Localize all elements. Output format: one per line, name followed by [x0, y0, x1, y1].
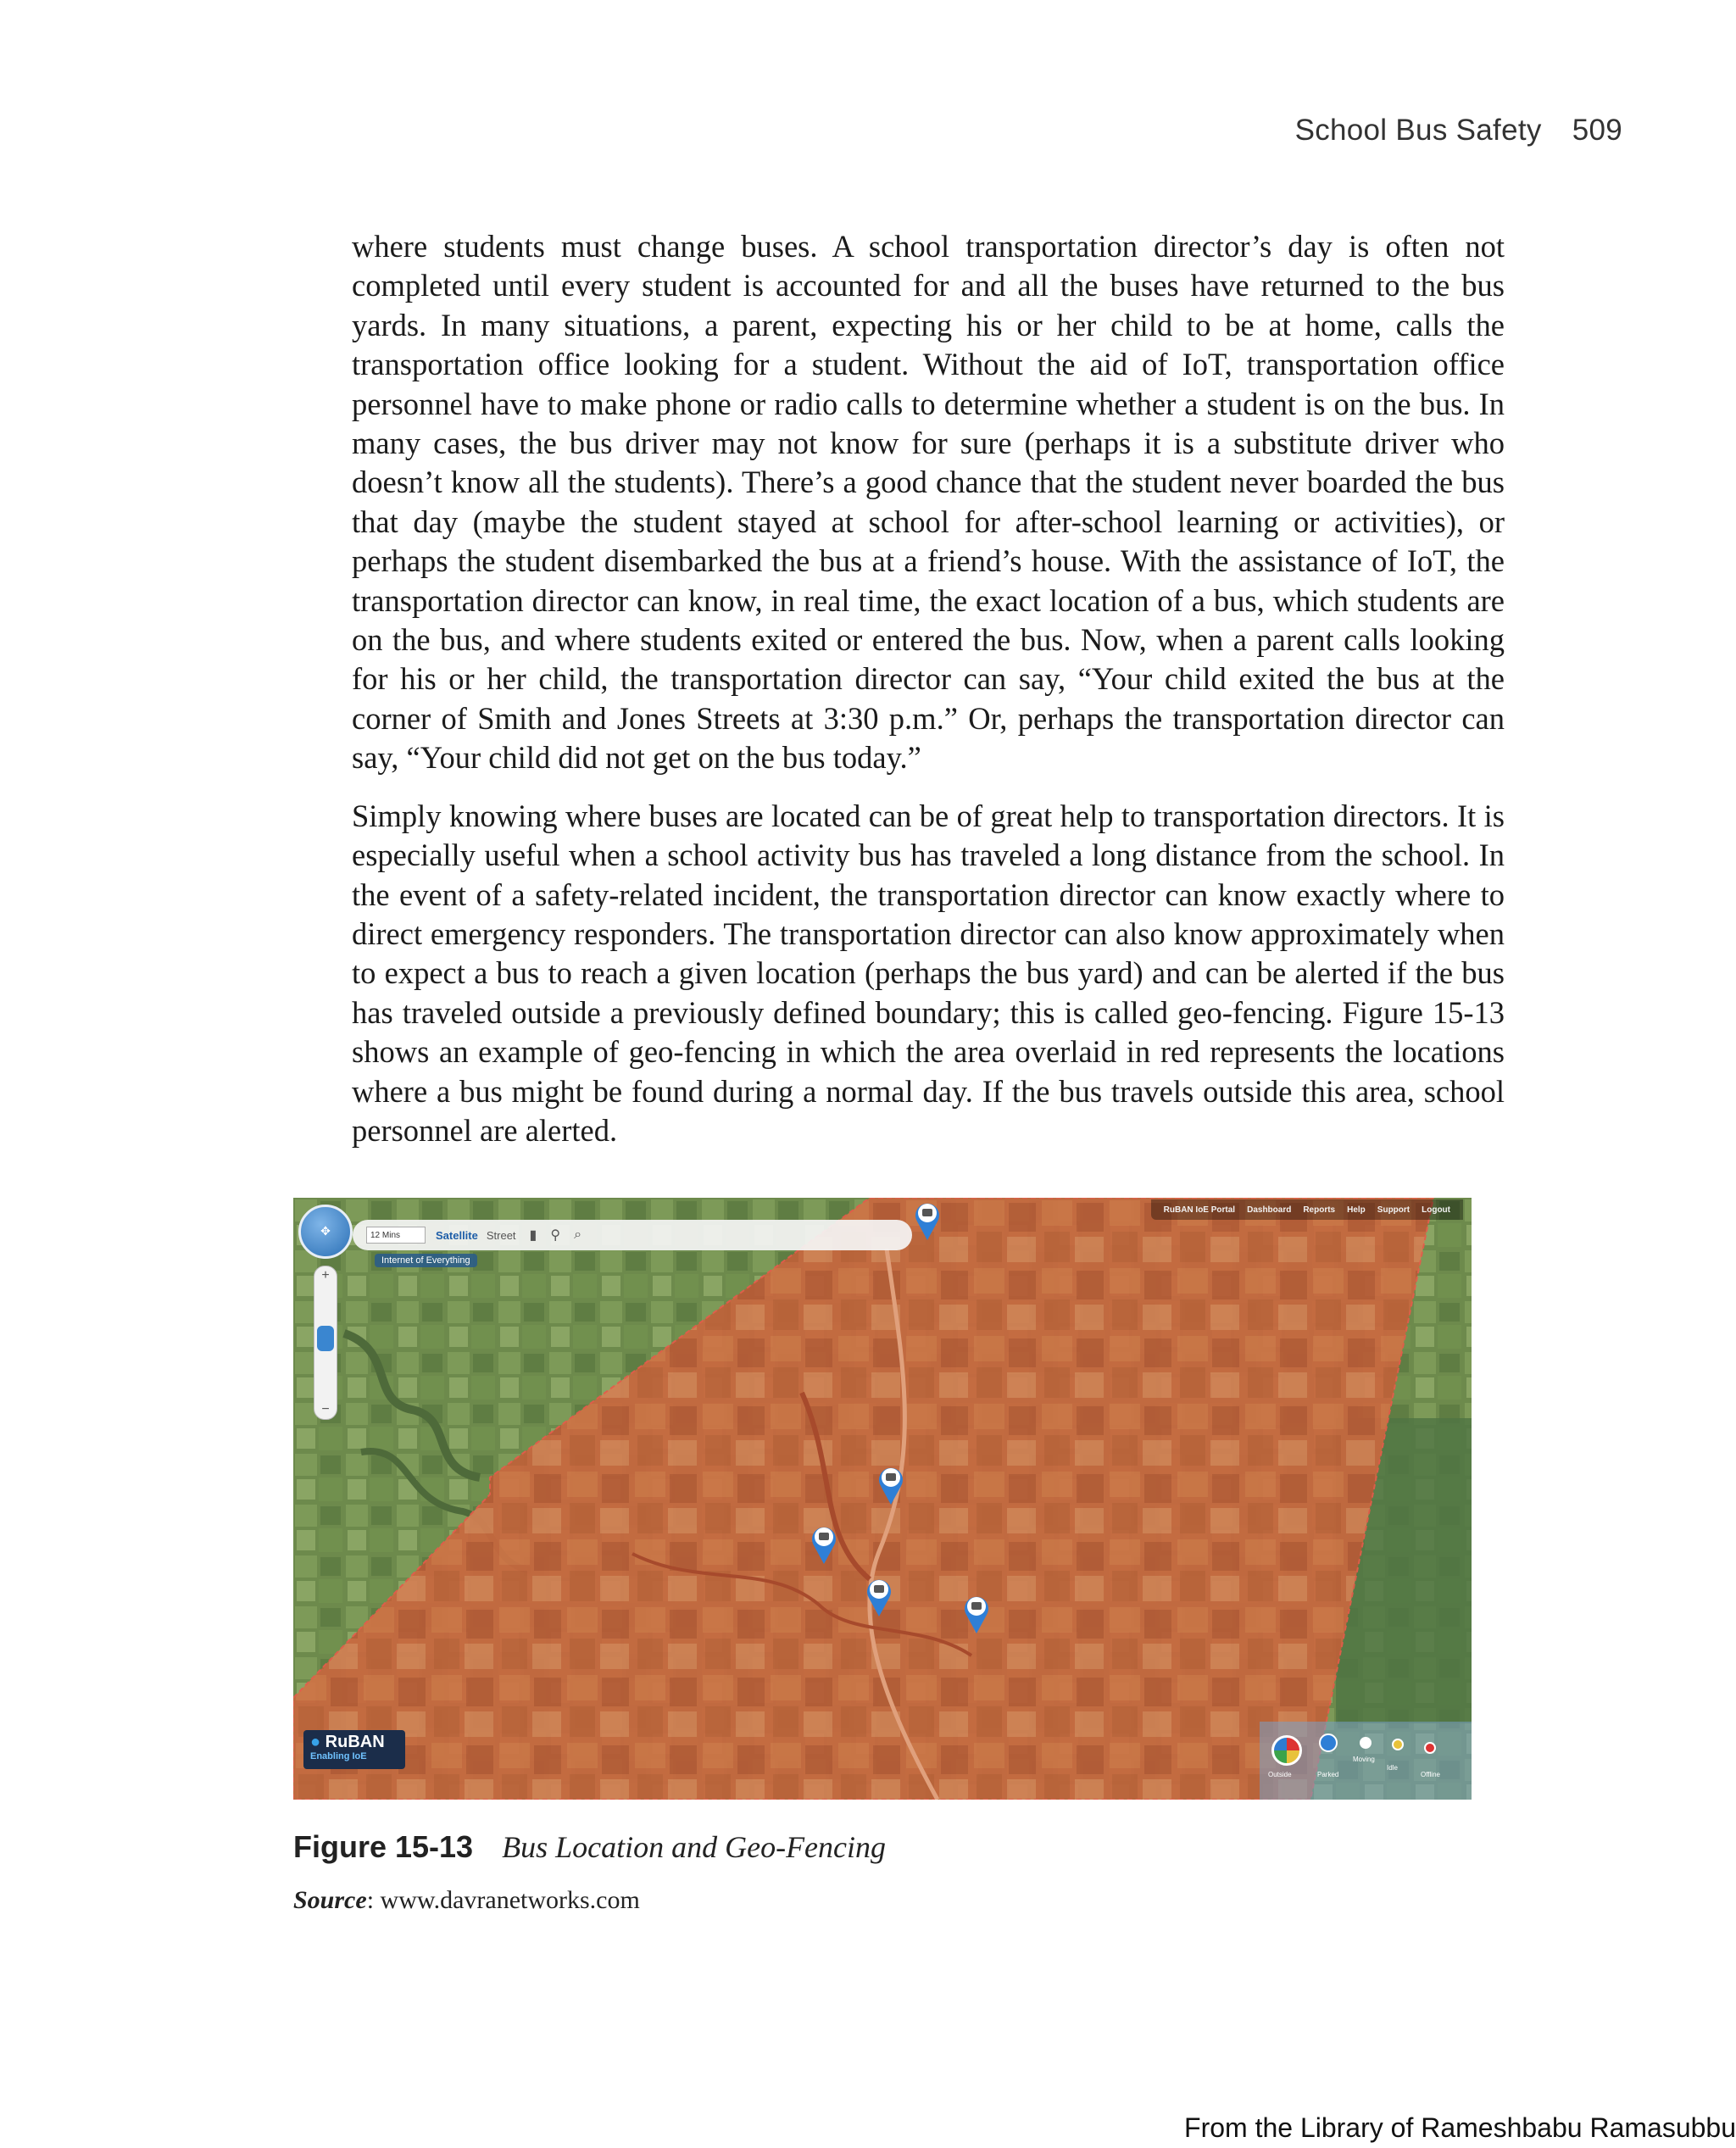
- legend-label-parked: Parked: [1317, 1771, 1339, 1778]
- map-sub-label: Internet of Everything: [375, 1254, 477, 1267]
- legend-label-outside: Outside: [1268, 1771, 1292, 1778]
- source-text: : www.davranetworks.com: [366, 1886, 640, 1914]
- zoom-out-icon[interactable]: −: [321, 1402, 330, 1416]
- navigation-pan-icon[interactable]: ✥: [298, 1205, 353, 1259]
- top-links: [1151, 1199, 1463, 1220]
- zoom-slider-thumb[interactable]: [317, 1326, 334, 1351]
- section-title: School Bus Safety: [1294, 114, 1542, 147]
- parked-bus-icon: [1319, 1733, 1338, 1752]
- figure-title: Bus Location and Geo-Fencing: [502, 1830, 887, 1864]
- top-link-help[interactable]: Help: [1347, 1205, 1366, 1215]
- figure-number: Figure 15-13: [293, 1829, 474, 1864]
- satellite-toggle[interactable]: Satellite: [436, 1228, 478, 1242]
- paragraph-2: Simply knowing where buses are located can be of great help to transportation directors. It is especially useful when a school activity bus has traveled a long distance from the school. In the event of a safety-related incident, the transportation director can know exactly where to direct emergency responders. The transportation director can also know approximately when to expect a bus to reach a given location (perhaps the bus yard) and can be alerted if the bus has traveled outside a previously defined boundary; this is called geo-fencing. Figure 15-13 shows an example of geo-fencing in which the area overlaid in red represents the locations where a bus might be found during a normal day. If the bus travels outside this area, school personnel are alerted.: [352, 798, 1505, 1148]
- satellite-map: [293, 1198, 1472, 1800]
- map-legend: [1260, 1722, 1472, 1800]
- offline-bus-icon: [1424, 1742, 1436, 1754]
- logo-tagline: Enabling IoE: [310, 1751, 367, 1761]
- figure-source: [293, 1886, 640, 1915]
- map-toolbar: [353, 1220, 912, 1250]
- location-pin-icon[interactable]: ⚲: [550, 1228, 561, 1243]
- paragraph-1: where students must change buses. A school transportation director’s day is often not completed until every student is accounted for and all the buses have returned to the bus yards. In many situations, a parent, expecting his or her child to be at home, calls the transportation office looking for a student. Without the aid of IoT, transportation office personnel have to make phone or radio calls to determine whether a student is on the bus. In many cases, the bus driver may not know for sure (perhaps it is a substitute driver who doesn’t know all the students). There’s a good chance that the student never boarded the bus that day (maybe the student stayed at school for after-school learning or activities), or perhaps the student disembarked the bus at a friend’s house. With the assistance of IoT, the transportation director can know, in real time, the exact location of a bus, which students are on the bus, and where students exited or entered the bus. Now, when a parent calls looking for his or her child, the transportation director can say, “Your child exited the bus at the corner of Smith and Jones Streets at 3:30 p.m.” Or, perhaps the transportation director can say, “Your child did not get on the bus today.”: [352, 229, 1505, 776]
- street-toggle[interactable]: Street: [486, 1228, 516, 1242]
- top-link-support[interactable]: Support: [1377, 1205, 1410, 1215]
- body-text: [352, 227, 1505, 1169]
- source-label: Source: [293, 1886, 367, 1914]
- geo-fencing-map-figure: [293, 1198, 1472, 1800]
- logo-brand: RuBAN: [325, 1733, 385, 1751]
- legend-label-idle: Idle: [1387, 1764, 1398, 1772]
- top-link-logout[interactable]: Logout: [1422, 1205, 1450, 1215]
- legend-label-offline: Offline: [1421, 1771, 1440, 1778]
- zoom-in-icon[interactable]: +: [321, 1268, 330, 1283]
- legend-label-moving: Moving: [1353, 1756, 1375, 1763]
- top-link-reports[interactable]: Reports: [1303, 1205, 1336, 1215]
- running-head: [1295, 114, 1622, 147]
- ruban-logo: ● RuBAN Enabling IoE: [303, 1730, 405, 1769]
- time-select[interactable]: 12 Mins: [366, 1227, 426, 1244]
- page-number: 509: [1572, 114, 1622, 147]
- top-link-portal[interactable]: RuBAN IoE Portal: [1163, 1205, 1236, 1215]
- top-link-dashboard[interactable]: Dashboard: [1247, 1205, 1292, 1215]
- search-icon[interactable]: ⌕: [574, 1227, 582, 1242]
- status-pie-icon: [1271, 1735, 1302, 1766]
- idle-bus-icon: [1392, 1739, 1404, 1750]
- library-footer: From the Library of Rameshbabu Ramasubbu: [1184, 2112, 1736, 2143]
- zoom-slider[interactable]: [314, 1266, 337, 1420]
- moving-bus-icon: [1360, 1737, 1372, 1749]
- figure-caption: [293, 1829, 886, 1865]
- bookmark-icon[interactable]: ▮: [529, 1228, 537, 1243]
